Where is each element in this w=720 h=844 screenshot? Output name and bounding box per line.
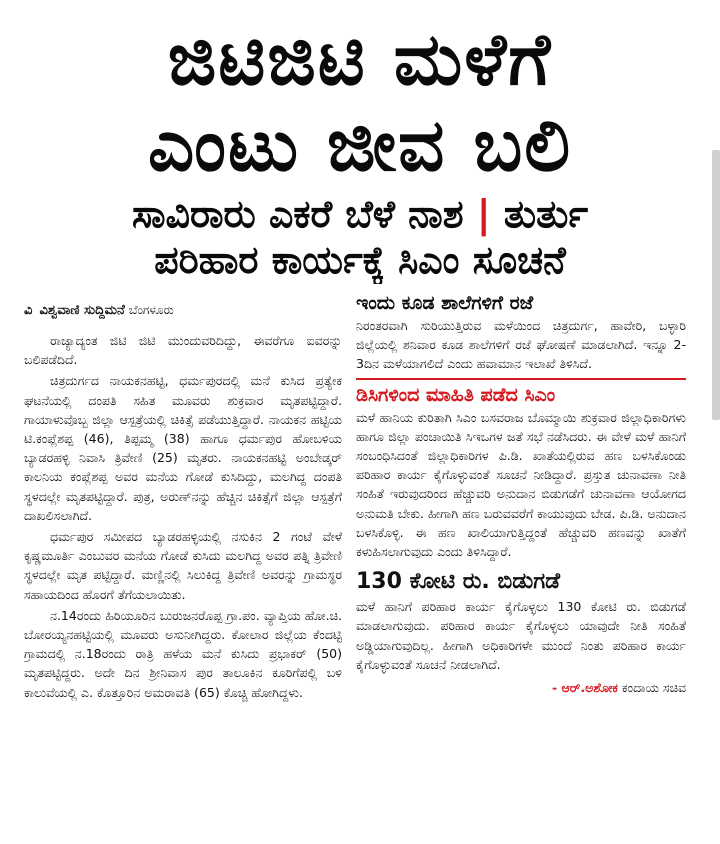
article-right-column — [356, 290, 686, 844]
byline-source: ವಿಶ್ವವಾಣಿ ಸುದ್ದಿಮನೆ — [39, 303, 125, 318]
article-paragraph-2: ಚಿತ್ರದುರ್ಗದ ನಾಯಕನಹಟ್ಟಿ, ಧರ್ಮಪುರದಲ್ಲಿ ಮನೆ ಕುಸಿದ ಪ್ರತ್ಯೇಕ ಘಟನೆಯಲ್ಲಿ ದಂಪತಿ ಸಹಿತ ಮೂವರು ಶುಕ್ರವಾರ ಮೃತಪಟ್ಟಿದ್ದಾರೆ. ಗಾಯಾಳುವೊಬ್ಬ ಜಿಲ್ಲಾ ಆಸ್ಪತ್ರೆಯಲ್ಲಿ ಚಿಕಿತ್ಸೆ ಪಡೆಯುತ್ತಿದ್ದಾರೆ. ನಾಯಕನ ಹಟ್ಟಿಯ ಟಿ.ಕಂಪ್ಲೆಶಪ್ಪ (46), ತಿಪ್ಪಮ್ಮ (38) ಹಾಗೂ ಧರ್ಮಪುರ ಹೋಬಳಿಯ ಬ್ಯಾಡರಹಳ್ಳಿ ನಿವಾಸಿ ತ್ರಿವೇಣಿ (25) ಮೃತರು. ನಾಯಕನಹಟ್ಟಿ ಅಂಬೇಡ್ಕರ್ ಕಾಲನಿಯ ಕಂಪ್ಲೆಶಪ್ಪ ಅವರ ಮನೆಯ ಗೋಡೆ ಕುಸಿದಿದ್ದು, ಮಲಗಿದ್ದ ದಂಪತಿ ಸ್ಥಳದಲ್ಲೇ ಮೃತಪಟ್ಟಿದ್ದಾರೆ. ಪುತ್ರ, ಅರುಣ್‌ನನ್ನು ಹೆಚ್ಚಿನ ಚಿಕಿತ್ಸೆಗೆ ಜಿಲ್ಲಾ ಆಸ್ಪತ್ರೆಗೆ ದಾಖಲಿಸಲಾಗಿದೆ. — [24, 373, 342, 523]
headline-line-2: ಎಂಟು ಜೀವ ಬಲಿ — [147, 103, 573, 187]
subheadline-line-2: ಪರಿಹಾರ ಕಾರ್ಯಕ್ಕೆ ಸಿಎಂ ಸೂಚನೆ — [154, 238, 566, 282]
article-left-column — [24, 300, 342, 844]
section-heading-cm-info: ಡಿಸಿಗಳಿಂದ ಮಾಹಿತಿ ಪಡೆದ ಸಿಎಂ — [356, 378, 686, 408]
byline — [24, 300, 342, 321]
vishwavani-logo-icon: ವಿ — [24, 303, 33, 318]
quote-attribution — [356, 678, 686, 698]
section-text-school-holiday: ನಿರಂತರವಾಗಿ ಸುರಿಯುತ್ತಿರುವ ಮಳೆಯಿಂದ ಚಿತ್ರದುರ್ಗ, ಹಾವೇರಿ, ಬಳ್ಳಾರಿ ಜಿಲ್ಲೆಯಲ್ಲಿ ಶನಿವಾರ ಕೂಡ ಶಾಲೆಗಳಿಗೆ ರಜೆ ಘೋಷಣೆ ಮಾಡಲಾಗಿದೆ. ಇನ್ನೂ 2-3ದಿನ ಮಳೆಯಾಗಲಿದೆ ಎಂದು ಹವಾಮಾನ ಇಲಾಖೆ ತಿಳಿಸಿದೆ. — [356, 318, 686, 372]
scrollbar[interactable] — [712, 150, 720, 420]
quote-author: - ಆರ್.ಅಶೋಕ — [551, 680, 618, 696]
headline-line-1: ಜಿಟಿಜಿಟಿ ಮಳೆಗೆ — [167, 17, 553, 101]
article-paragraph-4: ನ.14ರಂದು ಹಿರಿಯೂರಿನ ಬುರುಜನರೊಪ್ಪ ಗ್ರಾ.ಪಂ. ವ್ಯಾಪ್ತಿಯ ಹೋ.ಚಿ. ಬೋರಯ್ಯನಹಟ್ಟಿಯಲ್ಲಿ ಮೂವರು ಅಸುನೀಗಿದ್ದರು. ಕೋಲಾರ ಜಿಲ್ಲೆಯ ಕೆಂದಟ್ಟಿ ಗ್ರಾಮದಲ್ಲಿ ನ.18ರಂದು ರಾತ್ರಿ ಹಳೆಯ ಮನೆ ಕುಸಿದು ಪ್ರಭಾಕರ್ (50) ಮೃತಪಟ್ಟಿದ್ದರು. ಅದೇ ದಿನ ಶ್ರೀನಿವಾಸ ಪುರ ತಾಲೂಕಿನ ಕೂರಿಗೆಪಲ್ಲಿ ಬಳಿ ಕಾಲುವೆಯಲ್ಲಿ ಎ. ಕೊತ್ತೂರಿನ ಅಮರಾವತಿ (65) ಕೊಚ್ಚಿ ಹೋಗಿದ್ದಳು. — [24, 607, 342, 700]
subheadline-part-2: ತುರ್ತು — [503, 192, 589, 236]
section-heading-funds-release: 130 ಕೋಟಿ ರು. ಬಿಡುಗಡೆ — [356, 569, 561, 595]
subheadline-part-1: ಸಾವಿರಾರು ಎಕರೆ ಬೆಳೆ ನಾಶ — [131, 192, 464, 236]
article-paragraph-1: ರಾಜ್ಯಾದ್ಯಂತ ಜಿಟಿ ಜಿಟಿ ಮುಂದುವರಿದಿದ್ದು, ಈವರೆಗೂ ಐವರನ್ನು ಬಲಿಪಡೆದಿದೆ. — [24, 333, 342, 368]
subheadline-line-1 — [0, 190, 720, 238]
section-text-funds-release: ಮಳೆ ಹಾನಿಗೆ ಪರಿಹಾರ ಕಾರ್ಯ ಕೈಗೊಳ್ಳಲು 130 ಕೋಟಿ ರು. ಬಿಡುಗಡೆ ಮಾಡಲಾಗುವುದು. ಪರಿಹಾರ ಕಾರ್ಯ ಕೈಗೊಳ್ಳಲು ಯಾವುದೇ ನೀತಿ ಸಂಹಿತೆ ಅಡ್ಡಿಯಾಗುವುದಿಲ್ಲ. ಹೀಗಾಗಿ ಅಧಿಕಾರಿಗಳೇ ಮುಂದೆ ನಿಂತು ಪರಿಹಾರ ಕಾರ್ಯ ಕೈಗೊಳ್ಳುವಂತೆ ಸೂಚನೆ ನೀಡಲಾಗಿದೆ. — [356, 599, 686, 672]
byline-place: ಬೆಂಗಳೂರು — [128, 303, 174, 317]
article-paragraph-3: ಧರ್ಮಪುರ ಸಮೀಪದ ಬ್ಯಾಡರಹಳ್ಳಿಯಲ್ಲಿ ನಸುಕಿನ 2 ಗಂಟೆ ವೇಳೆ ಕೃಷ್ಣಮೂರ್ತಿ ಎಂಬುವರ ಮನೆಯ ಗೋಡೆ ಕುಸಿದು ಮಲಗಿದ್ದ ಅವರ ಪತ್ನಿ ತ್ರಿವೇಣಿ ಸ್ಥಳದಲ್ಲೇ ಮೃತ ಪಟ್ಟಿದ್ದಾರೆ. ಮಣ್ಣಿನಲ್ಲಿ ಸಿಲುಕಿದ್ದ ತ್ರಿವೇಣಿ ಅವರನ್ನು ಗ್ರಾಮಸ್ಥರ ಸಹಾಯದಿಂದ ಹೊರಗೆ ತೆಗೆಯಲಾಯಿತು. — [24, 529, 342, 602]
subheadline-separator: | — [476, 192, 491, 236]
section-heading-school-holiday: ಇಂದು ಕೂಡ ಶಾಲೆಗಳಿಗೆ ರಜೆ — [356, 292, 534, 314]
section-text-cm-info: ಮಳೆ ಹಾನಿಯ ಕುರಿತಾಗಿ ಸಿಎಂ ಬಸವರಾಜ ಬೊಮ್ಮಾಯಿ ಶುಕ್ರವಾರ ಜಿಲ್ಲಾಧಿಕಾರಿಗಳು ಹಾಗೂ ಜಿಲ್ಲಾ ಪಂಚಾಯಿತಿ ಸಿಇಒಗಳ ಜತೆ ಸಭೆ ನಡೆಸಿದರು. ಈ ವೇಳೆ ಮಳೆ ಹಾನಿಗೆ ಸಂಬಂಧಿಸಿದಂತೆ ಜಿಲ್ಲಾಧಿಕಾರಿಗಳ ಪಿ.ಡಿ. ಖಾತೆಯಲ್ಲಿರುವ ಹಣ ಬಳಸಿಕೊಂಡು ಪರಿಹಾರ ಕಾರ್ಯ ಕೈಗೊಳ್ಳುವಂತೆ ಸೂಚನೆ ನೀಡಿದ್ದಾರೆ. ಪ್ರಸ್ತುತ ಚುನಾವಣಾ ನೀತಿ ಸಂಹಿತೆ ಇರುವುದರಿಂದ ಹೆಚ್ಚುವರಿ ಅನುದಾನ ಬಿಡುಗಡೆಗೆ ಚುನಾವಣಾ ಆಯೋಗದ ಅನುಮತಿ ಬೇಕು. ಹೀಗಾಗಿ ಹಣ ಬರುವವರೆಗೆ ಕಾಯುವುದು ಬೇಡ. ಪಿ.ಡಿ. ಅನುದಾನ ಬಳಸಿಕೊಳ್ಳಿ. ಈ ಹಣ ಖಾಲಿಯಾಗುತ್ತಿದ್ದಂತೆ ಹೆಚ್ಚುವರಿ ಹಣವನ್ನು ಖಾತೆಗೆ ಕಳುಹಿಸಲಾಗುವುದು ಎಂದು ತಿಳಿಸಿದ್ದಾರೆ. — [356, 409, 686, 560]
quote-title: ಕಂದಾಯ ಸಚಿವ — [621, 680, 686, 696]
